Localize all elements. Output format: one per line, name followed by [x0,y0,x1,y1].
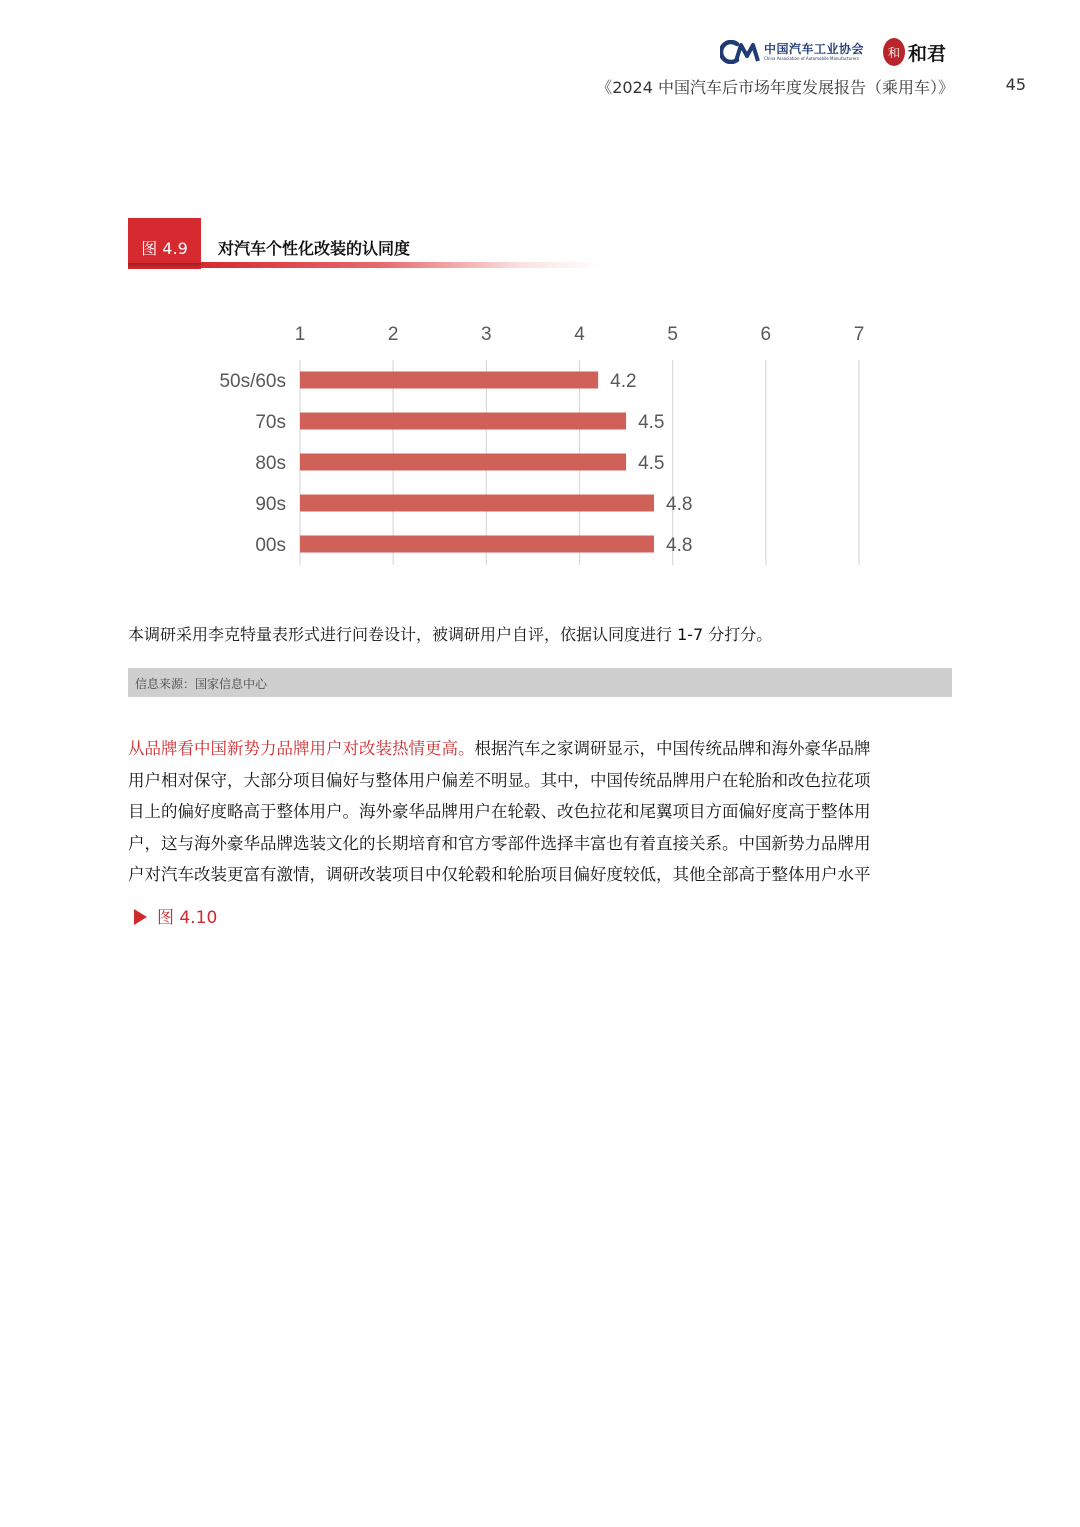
hejun-seal-icon [882,37,906,67]
svg-text:和: 和 [887,46,901,60]
caam-logo-mark [720,40,760,64]
paragraph-line: 目上的偏好度略高于整体用户。海外豪华品牌用户在轮毂、改色拉花和尾翼项目方面偏好度高于整体用 [128,802,871,821]
source-text: 信息来源：国家信息中心 [135,677,268,691]
category-label: 50s/60s [219,371,286,392]
data-label: 4.5 [638,412,665,433]
bar [300,372,598,389]
x-tick-label: 4 [574,324,585,345]
figure-title: 对汽车个性化改装的认同度 [218,239,411,258]
x-tick-label: 5 [667,324,678,345]
figure-reference-label: 图 4.10 [157,908,218,928]
method-note: 本调研采用李克特量表形式进行问卷设计，被调研用户自评，依据认同度进行 1-7 分打分。 [128,625,773,644]
data-label: 4.8 [666,535,693,556]
category-label: 80s [255,453,286,474]
figure-label-tab-shadow [128,263,201,269]
bar [300,454,626,471]
paragraph-line: 用户相对保守，大部分项目偏好与整体用户偏差不明显。其中，中国传统品牌用户在轮胎和改色拉花项 [128,770,871,790]
x-tick-label: 2 [387,324,399,345]
data-label: 4.2 [610,371,637,392]
triangle-right-icon [134,909,147,925]
data-label: 4.8 [666,494,693,515]
report-title: 《2024 中国汽车后市场年度发展报告（乘用车）》 [596,78,954,97]
x-tick-label: 1 [294,324,306,345]
figure-reference-link[interactable] [134,903,217,928]
figure-title-underline [201,262,601,268]
category-label: 70s [255,412,286,433]
caam-logo [720,38,865,66]
hejun-logo [880,36,956,68]
paragraph-line: 户，这与海外豪华品牌选装文化的长期培育和官方零部件选择丰富也有着直接关系。中国新势力品牌用 [128,833,871,853]
x-tick-label: 6 [760,324,772,345]
body-paragraph [128,733,958,891]
bar-chart [200,315,900,575]
caam-name-cn: 中国汽车工业协会 [764,42,865,56]
category-label: 90s [255,494,286,515]
paragraph-line-text: 根据汽车之家调研显示，中国传统品牌和海外豪华品牌 [474,739,871,758]
hejun-name: 和君 [908,43,947,65]
paragraph-highlight: 从品牌看中国新势力品牌用户对改装热情更高。 [128,739,475,758]
caam-name-en: China Association of Automobile Manufacturers [764,56,859,61]
paragraph-line [128,733,958,765]
paragraph-line: 户对汽车改装更富有激情，调研改装项目中仅轮毂和轮胎项目偏好度较低，其他全部高于整体用户水平 [128,865,871,884]
category-label: 00s [255,535,286,556]
bar [300,413,626,430]
bar [300,536,654,553]
data-label: 4.5 [638,453,665,474]
figure-label: 图 4.9 [141,239,188,258]
x-tick-label: 3 [481,324,492,345]
bar [300,495,654,512]
x-tick-label: 7 [853,324,865,345]
page-number: 45 [1005,75,1026,94]
